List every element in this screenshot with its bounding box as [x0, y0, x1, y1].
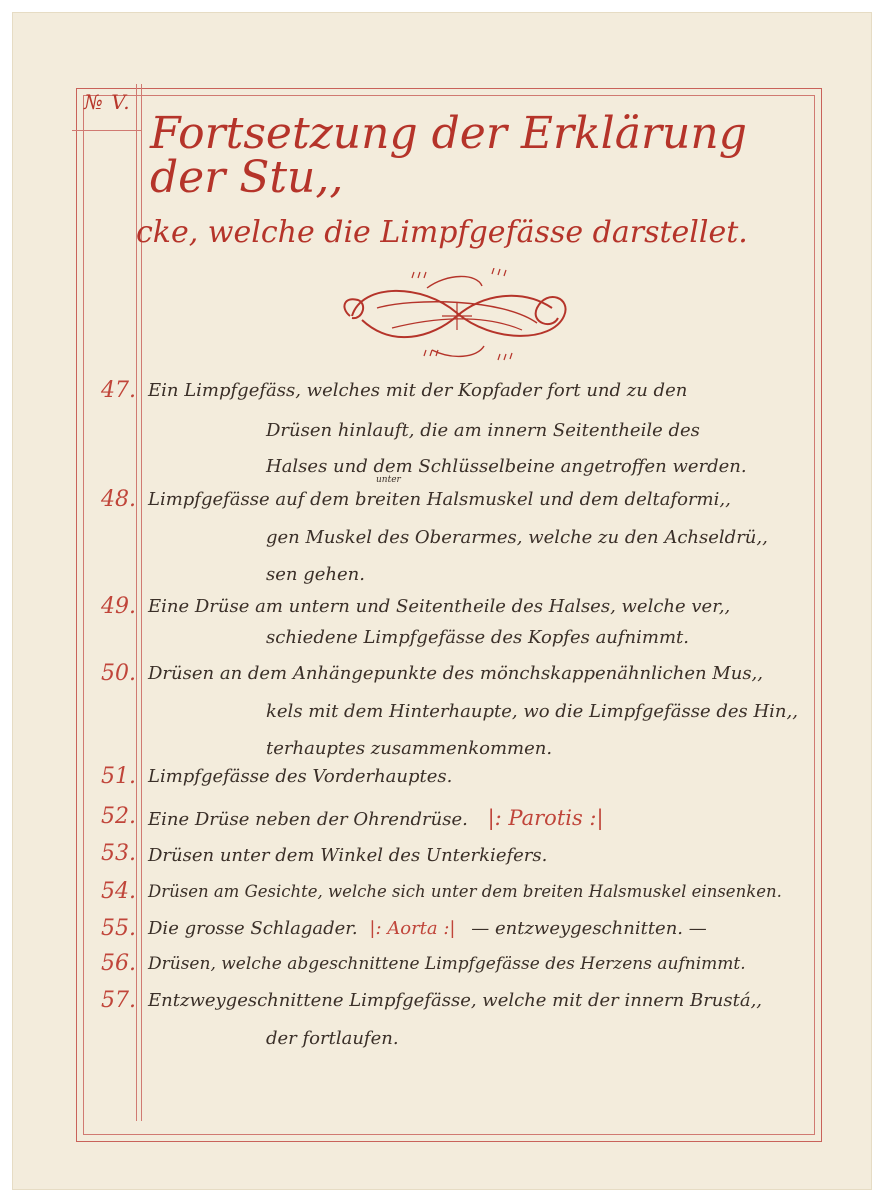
entry-line: Drüsen am Gesichte, welche sich unter dem breiten Halsmuskel einsenken. [148, 882, 782, 901]
entry-number: 48. [101, 487, 136, 512]
entry-line: Eine Drüse am untern und Seitentheile des Halses, welche ver,, [148, 596, 731, 617]
latin-term: |: Parotis :| [487, 806, 604, 830]
entry-line: Drüsen an dem Anhängepunkte des mönchskappenähnlichen Mus,, [148, 663, 763, 684]
entry-line [148, 918, 707, 939]
entry-line: Drüsen hinlauft, die am innern Seitentheile des [266, 420, 700, 441]
entry-line: kels mit dem Hinterhaupte, wo die Limpfgefässe des Hin,, [266, 701, 798, 722]
entry-line: Entzweygeschnittene Limpfgefässe, welche mit der innern Brustá,, [148, 990, 763, 1011]
title-line-1: Fortsetzung der Erklärung der Stu,, [150, 108, 747, 203]
entry-number: 50. [101, 661, 136, 686]
page-title [136, 108, 790, 250]
entry-number: 49. [101, 594, 136, 619]
entry-number: 51. [101, 764, 136, 789]
entry-line: Ein Limpfgefäss, welches mit der Kopfader fort und zu den [148, 380, 688, 401]
interlinear-note: unter [376, 475, 401, 485]
corner-box-rule [72, 130, 142, 131]
entry-line: Limpfgefässe auf dem breiten Halsmuskel und dem deltaformi,, [148, 489, 731, 510]
entry-line: sen gehen. [266, 564, 365, 585]
entry-line: terhauptes zusammenkommen. [266, 738, 553, 759]
entry-number: 54. [101, 879, 136, 904]
entry-line: Halses und dem Schlüsselbeine angetroffen werden. [266, 456, 747, 477]
entry-line: Limpfgefässe des Vorderhauptes. [148, 766, 453, 787]
calligraphic-flourish [332, 268, 582, 364]
entry-number: 47. [101, 378, 136, 403]
latin-term: |: Aorta :| [369, 918, 456, 939]
entry-line: Drüsen, welche abgeschnittene Limpfgefässe des Herzens aufnimmt. [148, 954, 746, 974]
entry-number: 57. [101, 988, 136, 1013]
entry-number: 52. [101, 804, 136, 829]
entry-line: der fortlaufen. [266, 1028, 399, 1049]
entry-line: gen Muskel des Oberarmes, welche zu den Achseldrü,, [266, 527, 768, 548]
entry-number: 55. [101, 916, 136, 941]
entry-text: Die grosse Schlagader. [148, 918, 358, 939]
entry-line: schiedene Limpfgefässe des Kopfes aufnimmt. [266, 627, 689, 648]
title-line-2: cke, welche die Limpfgefässe darstellet. [136, 215, 748, 250]
entry-line: Drüsen unter dem Winkel des Unterkiefers. [148, 845, 548, 866]
entry-line [148, 806, 604, 830]
entry-text: Eine Drüse neben der Ohrendrüse. [148, 809, 468, 830]
entry-tail: — entzweygeschnitten. — [471, 918, 707, 939]
plate-number: № V. [84, 90, 131, 114]
entry-number: 56. [101, 951, 136, 976]
entry-number: 53. [101, 841, 136, 866]
